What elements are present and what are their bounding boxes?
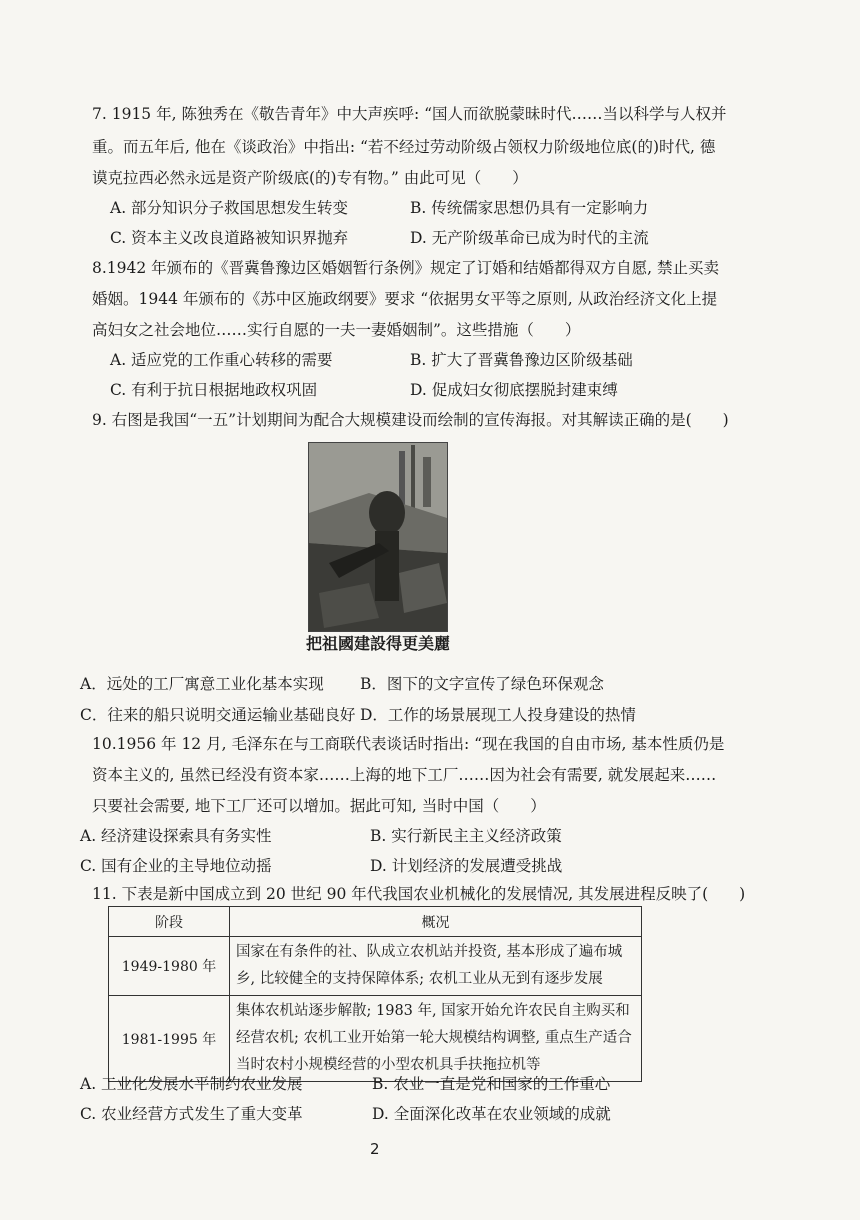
q8-option-b: B. 扩大了晋冀鲁豫边区阶级基础 (410, 351, 633, 369)
q7-option-b: B. 传统儒家思想仍具有一定影响力 (410, 199, 649, 217)
q7-option-a: A. 部分知识分子救国思想发生转变 (110, 199, 349, 217)
q11-option-d: D. 全面深化改革在农业领域的成就 (372, 1105, 611, 1123)
table-row (109, 996, 642, 1082)
table-cell-stage: 1981-1995 年 (109, 996, 230, 1082)
q7-line-1: 7. 1915 年, 陈独秀在《敬告青年》中大声疾呼: “国人而欲脱蒙昧时代……当以科学与人权并 (92, 105, 727, 123)
q8-option-d: D. 促成妇女彻底摆脱封建束缚 (410, 381, 618, 399)
poster-illustration (309, 443, 447, 631)
table-desc-line: 集体农机站逐步解散; 1983 年, 国家开始允许农民自主购买和 (236, 1003, 630, 1019)
q9-option-c: C．往来的船只说明交通运输业基础良好 (80, 706, 356, 724)
q8-option-a: A. 适应党的工作重心转移的需要 (110, 351, 333, 369)
q11-line-1: 11. 下表是新中国成立到 20 世纪 90 年代我国农业机械化的发展情况, 其发展进程反映了( ) (92, 885, 746, 903)
table-header-stage: 阶段 (109, 907, 230, 937)
table-desc-line: 国家在有条件的社、队成立农机站并投资, 基本形成了遍布城 (236, 944, 623, 960)
q10-option-a: A. 经济建设探索具有务实性 (80, 827, 272, 845)
table-desc-line: 乡, 比较健全的支持保障体系; 农机工业从无到有逐步发展 (236, 971, 603, 987)
q9-option-d: D．工作的场景展现工人投身建设的热情 (360, 706, 636, 724)
page-number: 2 (370, 1140, 380, 1158)
q10-option-c: C. 国有企业的主导地位动摇 (80, 857, 272, 875)
table-desc-line: 当时农村小规模经营的小型农机具手扶拖拉机等 (236, 1057, 541, 1073)
q9-line-1: 9. 右图是我国“一五”计划期间为配合大规模建设而绘制的宣传海报。对其解读正确的是( ) (92, 411, 729, 429)
q9-option-a: A．远处的工厂寓意工业化基本实现 (80, 675, 324, 693)
q10-line-1: 10.1956 年 12 月, 毛泽东在与工商联代表谈话时指出: “现在我国的自由市场, 基本性质仍是 (92, 735, 725, 753)
q10-option-b: B. 实行新民主主义经济政策 (370, 827, 562, 845)
q7-line-3: 谟克拉西必然永远是资产阶级底(的)专有物。” 由此可见（ ） (92, 169, 528, 187)
table-desc-line: 经营农机; 农机工业开始第一轮大规模结构调整, 重点生产适合 (236, 1030, 632, 1046)
table-row (109, 937, 642, 996)
table-header-overview: 概况 (230, 907, 642, 937)
propaganda-poster-image (308, 442, 448, 632)
table-cell-desc (230, 996, 642, 1082)
mechanization-table (108, 906, 642, 1082)
q11-option-a: A. 工业化发展水平制约农业发展 (80, 1075, 303, 1093)
poster-caption: 把祖國建設得更美麗 (306, 634, 451, 653)
q8-line-3: 高妇女之社会地位……实行自愿的一夫一妻婚姻制”。这些措施（ ） (92, 321, 581, 339)
q7-option-d: D. 无产阶级革命已成为时代的主流 (410, 229, 649, 247)
q7-option-c: C. 资本主义改良道路被知识界抛弃 (110, 229, 349, 247)
q8-line-2: 婚姻。1944 年颁布的《苏中区施政纲要》要求 “依据男女平等之原则, 从政治经济文化上提 (92, 290, 718, 308)
table-cell-stage: 1949-1980 年 (109, 937, 230, 996)
q9-option-b: B．图下的文字宣传了绿色环保观念 (360, 675, 604, 693)
table-header-row (109, 907, 642, 937)
q10-line-2: 资本主义的, 虽然已经没有资本家……上海的地下工厂……因为社会有需要, 就发展起来…… (92, 766, 717, 784)
q11-option-c: C. 农业经营方式发生了重大变革 (80, 1105, 303, 1123)
q8-line-1: 8.1942 年颁布的《晋冀鲁豫边区婚姻暂行条例》规定了订婚和结婚都得双方自愿, 禁止买卖 (92, 259, 720, 277)
q11-option-b: B. 农业一直是党和国家的工作重心 (372, 1075, 611, 1093)
q10-option-d: D. 计划经济的发展遭受挑战 (370, 857, 563, 875)
q10-line-3: 只要社会需要, 地下工厂还可以增加。据此可知, 当时中国（ ） (92, 797, 546, 815)
q8-option-c: C. 有利于抗日根据地政权巩固 (110, 381, 318, 399)
q7-line-2: 重。而五年后, 他在《谈政治》中指出: “若不经过劳动阶级占领权力阶级地位底(的)时代, 德 (92, 138, 716, 156)
table-cell-desc (230, 937, 642, 996)
